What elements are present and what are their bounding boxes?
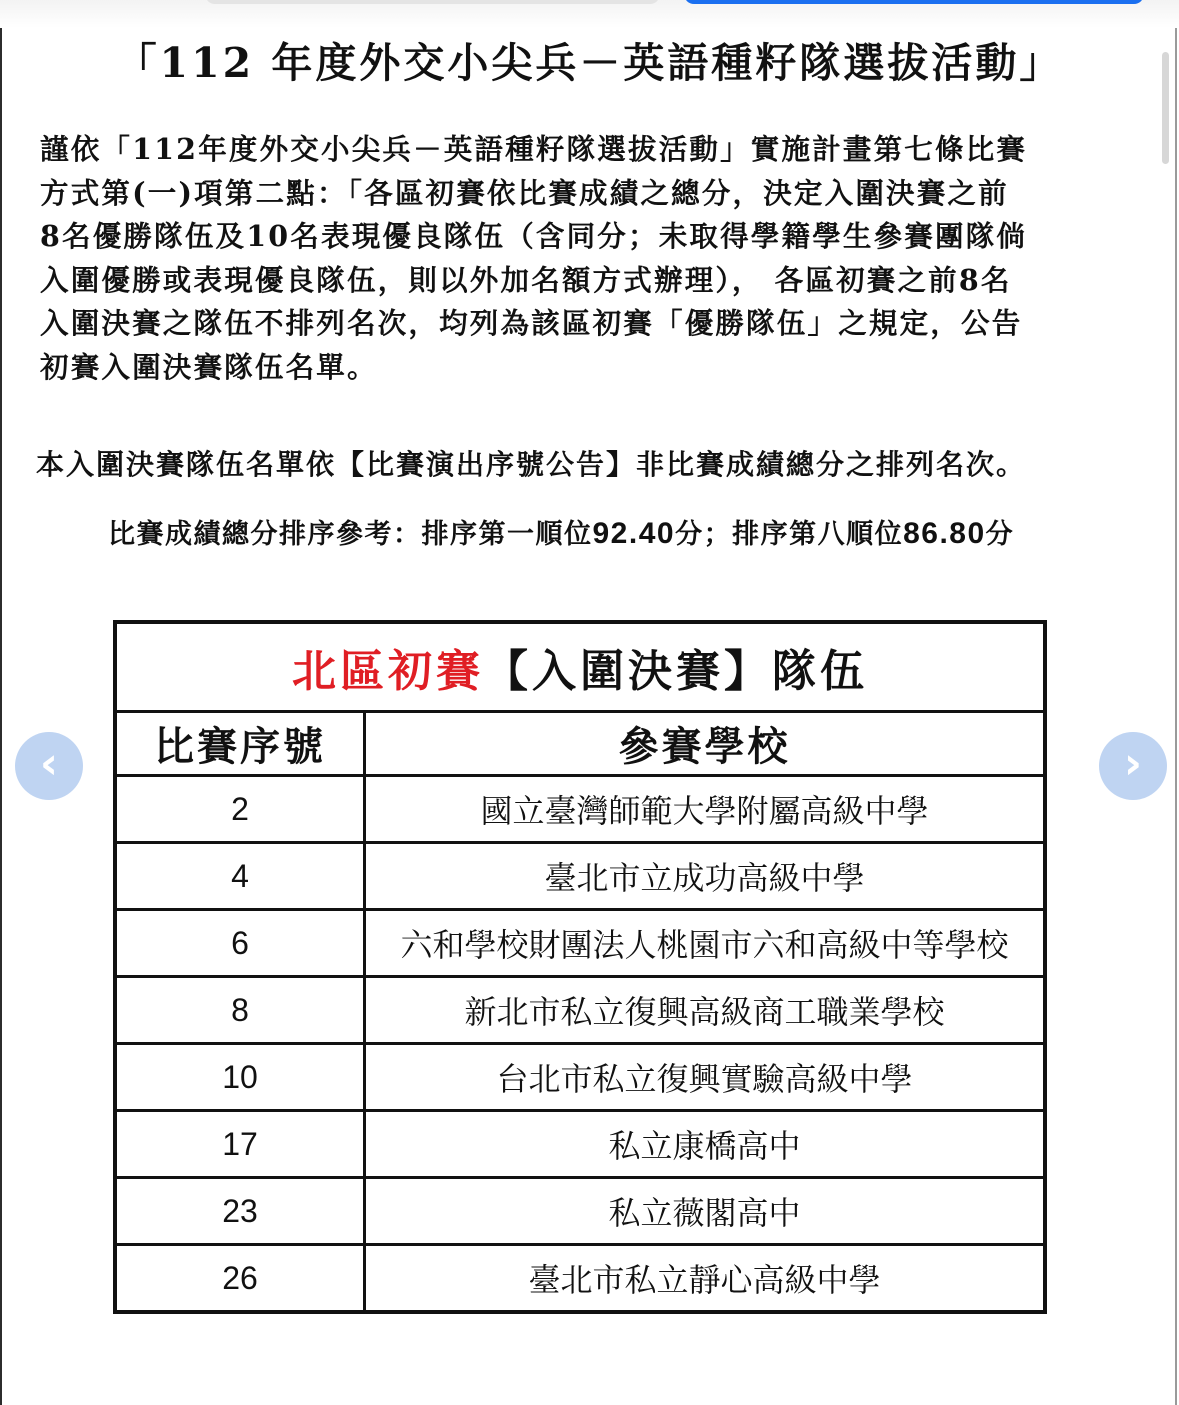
table-row <box>115 1044 1045 1111</box>
row-number: 6 <box>115 910 365 977</box>
first-place-score: 92.40 <box>592 517 676 550</box>
browser-tab-inactive[interactable] <box>205 0 660 4</box>
notice-text: 本入圍決賽隊伍名單依【比賽演出序號公告】非比賽成績總分之排列名次。 <box>36 448 1027 481</box>
eighth-place-score: 86.80 <box>903 517 986 550</box>
table-title-region: 北區初賽 <box>292 646 484 697</box>
next-image-button[interactable] <box>1099 732 1167 800</box>
chevron-left-icon: ‹ <box>39 738 59 789</box>
row-school: 六和學校財團法人桃園市六和高級中等學校 <box>365 910 1046 977</box>
table-row <box>115 1111 1045 1178</box>
table-row <box>115 977 1045 1044</box>
ranking-prefix: 比賽成績總分排序參考：排序第一順位 <box>108 519 593 550</box>
table-title <box>115 622 1045 712</box>
finalists-table <box>113 620 1047 1314</box>
chevron-right-icon: › <box>1123 738 1143 789</box>
column-header-number: 比賽序號 <box>115 712 365 776</box>
row-number: 4 <box>115 843 365 910</box>
row-number: 10 <box>115 1044 365 1111</box>
intro-line: 初賽入圍決賽隊伍名單。 <box>40 349 378 384</box>
browser-top-strip <box>0 0 1179 28</box>
row-school: 臺北市私立靜心高級中學 <box>365 1245 1046 1313</box>
table-row <box>115 776 1045 843</box>
table-row <box>115 1245 1045 1313</box>
row-school: 私立薇閣高中 <box>365 1178 1046 1245</box>
table-row <box>115 1178 1045 1245</box>
intro-line: 入圍優勝或表現優良隊伍，則以外加名額方式辦理）， 各區初賽之前8名 <box>40 262 1012 297</box>
previous-image-button[interactable] <box>15 732 83 800</box>
row-number: 23 <box>115 1178 365 1245</box>
browser-tab-active[interactable] <box>684 0 1144 4</box>
ranking-suffix: 分 <box>985 519 1015 550</box>
table-row <box>115 843 1045 910</box>
row-number: 2 <box>115 776 365 843</box>
row-number: 26 <box>115 1245 365 1313</box>
intro-line: 方式第(一)項第二點：「各區初賽依比賽成績之總分，決定入圍決賽之前 <box>40 175 1009 210</box>
intro-line: 8名優勝隊伍及10名表現優良隊伍（含同分；未取得學籍學生參賽團隊倘 <box>40 219 1028 253</box>
row-number: 8 <box>115 977 365 1044</box>
ranking-reference <box>108 512 1014 551</box>
document-title: 「112 年度外交小尖兵－英語種籽隊選拔活動」 <box>115 39 1064 87</box>
table-title-label: 【入圍決賽】隊伍 <box>484 646 868 697</box>
intro-paragraph <box>40 128 1130 389</box>
row-school: 臺北市立成功高級中學 <box>365 843 1046 910</box>
row-school: 新北市私立復興高級商工職業學校 <box>365 977 1046 1044</box>
column-header-school: 參賽學校 <box>365 712 1046 776</box>
table-row <box>115 910 1045 977</box>
row-school: 國立臺灣師範大學附屬高級中學 <box>365 776 1046 843</box>
ranking-middle: 分；排序第八順位 <box>675 519 904 550</box>
row-school: 私立康橋高中 <box>365 1111 1046 1178</box>
row-school: 台北市私立復興實驗高級中學 <box>365 1044 1046 1111</box>
intro-line: 謹依「112年度外交小尖兵－英語種籽隊選拔活動」實施計畫第七條比賽 <box>40 132 1028 166</box>
intro-line: 入圍決賽之隊伍不排列名次，均列為該區初賽「優勝隊伍」之規定，公告 <box>40 306 1023 340</box>
row-number: 17 <box>115 1111 365 1178</box>
